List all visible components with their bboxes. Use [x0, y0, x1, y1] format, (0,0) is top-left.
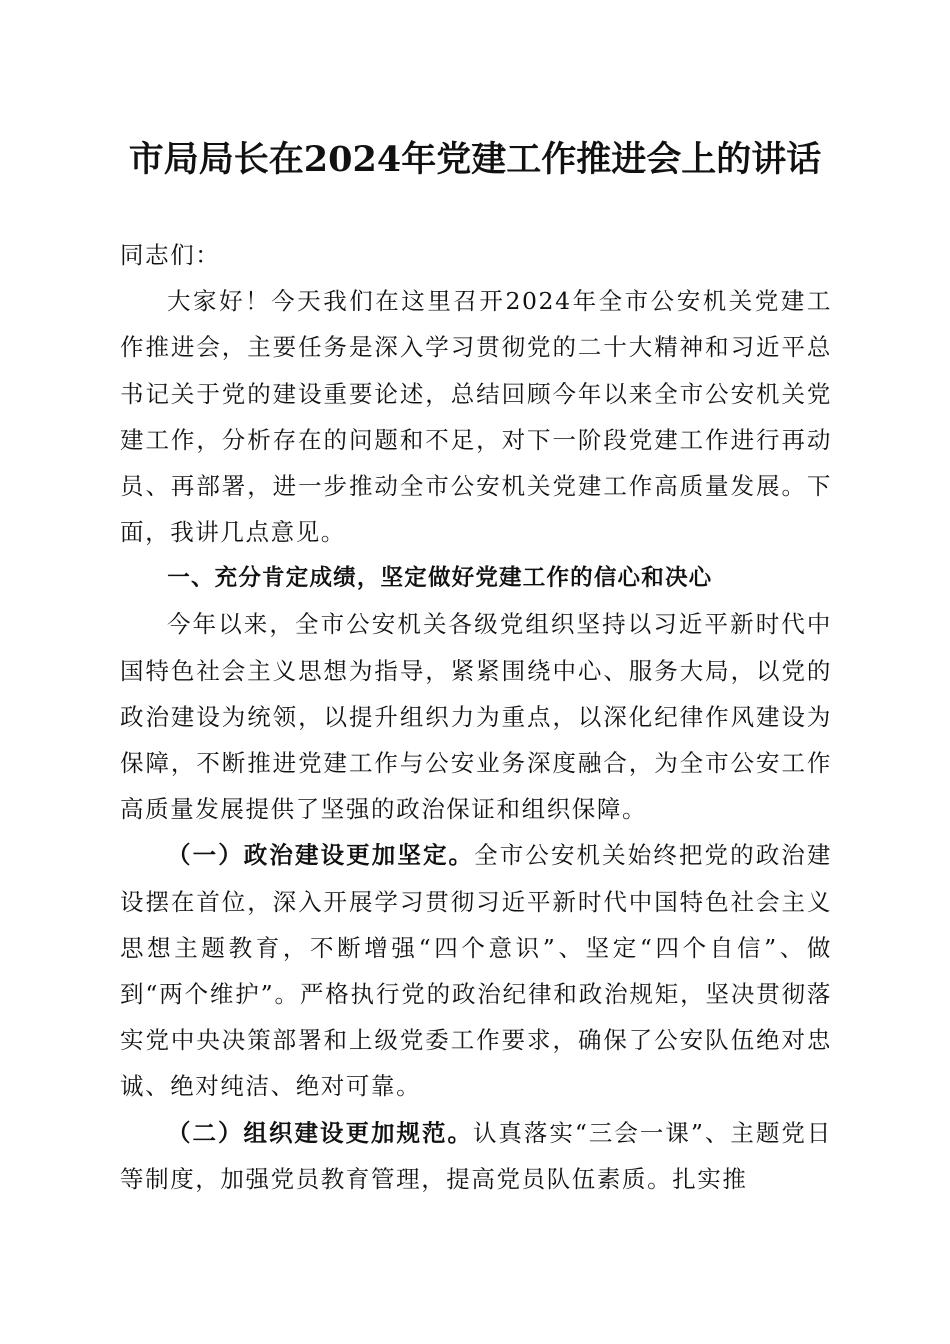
intro-paragraph: 大家好！今天我们在这里召开2024年全市公安机关党建工作推进会，主要任务是深入学习贯彻党的二十大精神和习近平总书记关于党的建设重要论述，总结回顾今年以来全市公安机关党建工作，分析存在的问题和不足，对下一阶段党建工作进行再动员、再部署，进一步推动全市公安机关党建工作高质量发展。下面，我讲几点意见。	[120, 287, 832, 547]
document-body	[120, 232, 832, 1202]
section-1-paragraph: 今年以来，全市公安机关各级党组织坚持以习近平新时代中国特色社会主义思想为指导，紧紧围绕中心、服务大局，以党的政治建设为统领，以提升组织力为重点，以深化纪律作风建设为保障，不断推进党建工作与公安业务深度融合，为全市公安工作高质量发展提供了坚强的政治保证和组织保障。	[120, 610, 832, 824]
item-1-paragraph	[120, 832, 832, 1109]
section-heading-1: 一、充分肯定成绩，坚定做好党建工作的信心和决心	[167, 565, 713, 592]
document-title: 市局局长在2024年党建工作推进会上的讲话	[128, 139, 822, 180]
item-2-paragraph	[120, 1110, 832, 1202]
item-2-lead: （二）组织建设更加规范。	[167, 1118, 473, 1147]
salutation: 同志们：	[120, 241, 221, 269]
item-2-text: 认真落实“三会一课”、主题党日等制度，加强党员教育管理，提高党员队伍素质。扎实推	[120, 1118, 832, 1193]
item-1-lead: （一）政治建设更加坚定。	[167, 841, 475, 870]
item-1-text: 全市公安机关始终把党的政治建设摆在首位，深入开展学习贯彻习近平新时代中国特色社会主义思想主题教育，不断增强“四个意识”、坚定“四个自信”、做到“两个维护”。严格执行党的政治纪律和政治规矩，坚决贯彻落实党中央决策部署和上级党委工作要求，确保了公安队伍绝对忠诚、绝对纯洁、绝对可靠。	[120, 841, 832, 1101]
